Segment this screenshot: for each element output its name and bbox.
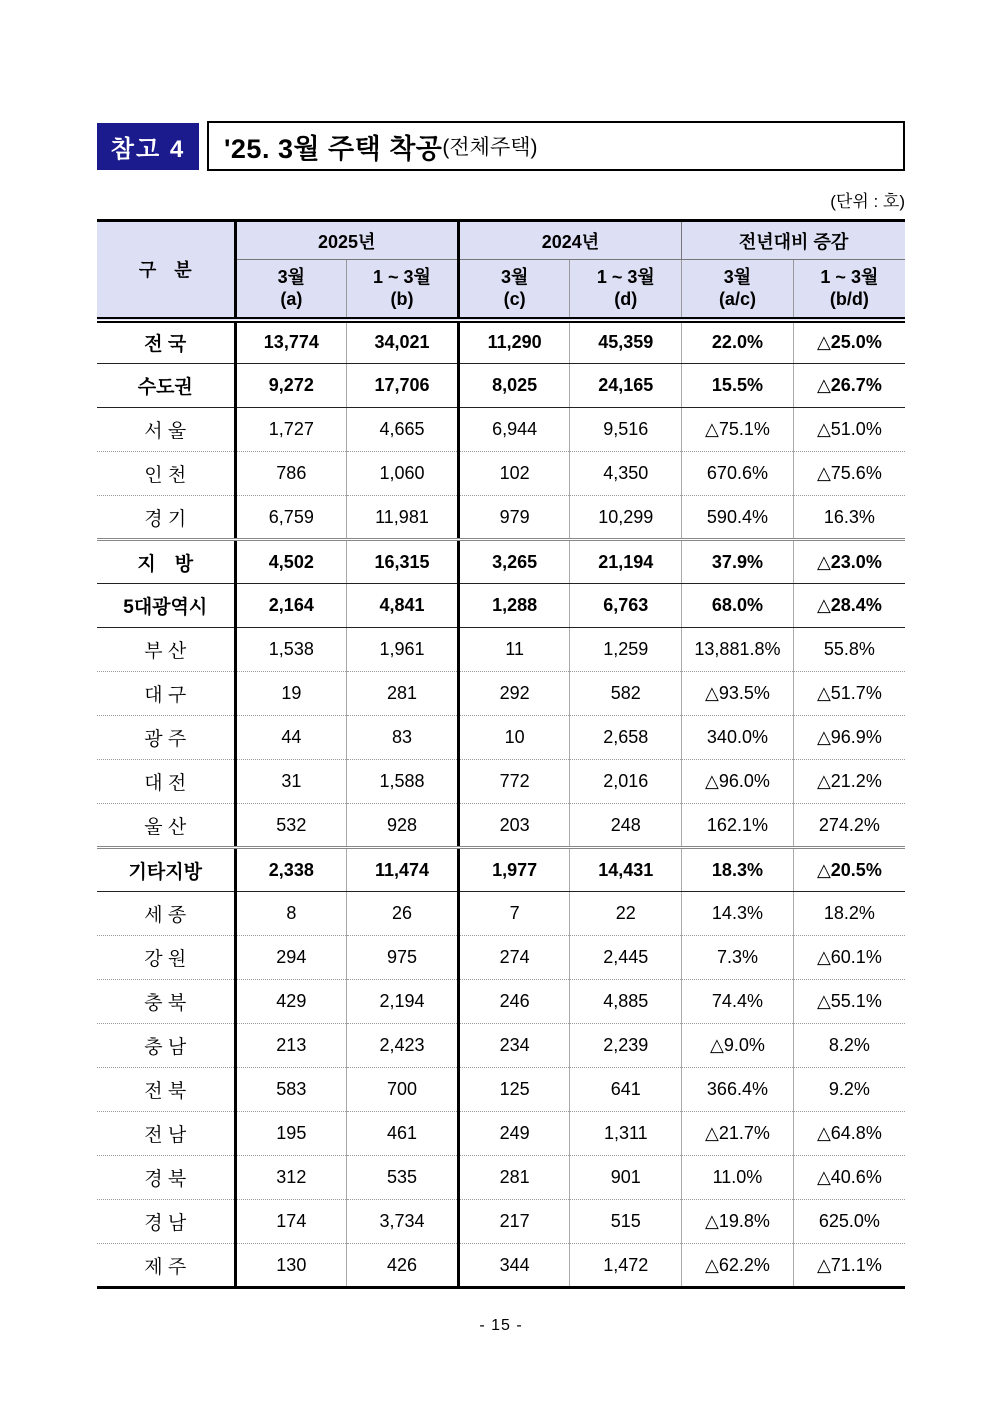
row-label: 경 북 <box>97 1156 235 1200</box>
cell-value: 83 <box>347 716 459 760</box>
cell-value: 6,759 <box>235 496 347 540</box>
cell-value: △25.0% <box>793 320 905 364</box>
cell-value: 975 <box>347 936 459 980</box>
cell-value: 34,021 <box>347 320 459 364</box>
yoy-change-header: 전년대비 증감 <box>682 221 905 260</box>
subcol-header-c <box>458 260 570 320</box>
cell-value: 22.0% <box>682 320 794 364</box>
cell-value: 203 <box>458 804 570 848</box>
cell-value: 195 <box>235 1112 347 1156</box>
cell-value: 274.2% <box>793 804 905 848</box>
cell-value: 45,359 <box>570 320 682 364</box>
cell-value: 6,763 <box>570 584 682 628</box>
cell-value: △28.4% <box>793 584 905 628</box>
cell-value: 22 <box>570 892 682 936</box>
table-body <box>97 320 905 1288</box>
subcol-month: 1 ~ 3월 <box>820 267 879 288</box>
cell-value: 10 <box>458 716 570 760</box>
row-label: 제 주 <box>144 1256 187 1278</box>
row-label: 세 종 <box>97 892 235 936</box>
cell-value: 641 <box>570 1068 682 1112</box>
row-label: 전 남 <box>97 1112 235 1156</box>
cell-value: 979 <box>458 496 570 540</box>
cell-value: 2,658 <box>570 716 682 760</box>
cell-value: 4,885 <box>570 980 682 1024</box>
cell-value: 162.1% <box>682 804 794 848</box>
cell-value: 8.2% <box>793 1024 905 1068</box>
subcol-month: 3월 <box>277 267 306 288</box>
cell-value: 312 <box>235 1156 347 1200</box>
cell-value: 2,338 <box>235 848 347 892</box>
cell-value: 7.3% <box>682 936 794 980</box>
cell-value: 1,472 <box>570 1244 682 1288</box>
cell-value: 2,194 <box>347 980 459 1024</box>
subcol-key: (b/d) <box>829 289 869 310</box>
cell-value: 8,025 <box>458 364 570 408</box>
cell-value: △21.2% <box>793 760 905 804</box>
subcol-header-a <box>235 260 347 320</box>
cell-value: △19.8% <box>682 1200 794 1244</box>
cell-value: △21.7% <box>682 1112 794 1156</box>
cell-value: 2,016 <box>570 760 682 804</box>
cell-value: 1,259 <box>570 628 682 672</box>
cell-value: 1,060 <box>347 452 459 496</box>
row-label: 광 주 <box>97 716 235 760</box>
cell-value: 1,977 <box>458 848 570 892</box>
table-row <box>97 892 905 936</box>
cell-value: 74.4% <box>682 980 794 1024</box>
cell-value: △96.0% <box>682 760 794 804</box>
cell-value: 590.4% <box>682 496 794 540</box>
cell-value: 786 <box>235 452 347 496</box>
cell-value: 281 <box>458 1156 570 1200</box>
cell-value: 4,665 <box>347 408 459 452</box>
reference-badge: 참고 4 <box>97 123 199 170</box>
cell-value: △96.9% <box>793 716 905 760</box>
cell-value: 928 <box>347 804 459 848</box>
subcol-key: (c) <box>503 289 526 310</box>
subcol-key: (d) <box>614 289 638 310</box>
year-2025-header: 2025년 <box>235 221 458 260</box>
subcol-header-d <box>570 260 682 320</box>
cell-value: 9,272 <box>235 364 347 408</box>
cell-value: 3,734 <box>347 1200 459 1244</box>
cell-value: 4,841 <box>347 584 459 628</box>
cell-value: △20.5% <box>793 848 905 892</box>
cell-value: 2,423 <box>347 1024 459 1068</box>
cell-value: 217 <box>458 1200 570 1244</box>
cell-value: 55.8% <box>793 628 905 672</box>
unit-label: (단위 : 호) <box>830 192 905 211</box>
cell-value: 249 <box>458 1112 570 1156</box>
cell-value: 125 <box>458 1068 570 1112</box>
table-row <box>97 1068 905 1112</box>
cell-value: 6,944 <box>458 408 570 452</box>
cell-value: 292 <box>458 672 570 716</box>
subcol-key: (a) <box>280 289 303 310</box>
cell-value: 11 <box>458 628 570 672</box>
cell-value: 772 <box>458 760 570 804</box>
cell-value: 901 <box>570 1156 682 1200</box>
subcol-header-bd <box>793 260 905 320</box>
row-label: 충 남 <box>97 1024 235 1068</box>
housing-starts-table <box>97 219 905 1289</box>
cell-value: △23.0% <box>793 540 905 584</box>
table-row <box>97 672 905 716</box>
cell-value: 4,502 <box>235 540 347 584</box>
table-row <box>97 452 905 496</box>
cell-value: 17,706 <box>347 364 459 408</box>
row-label: 울 산 <box>97 804 235 848</box>
cell-value: 21,194 <box>570 540 682 584</box>
table-row <box>97 716 905 760</box>
row-label: 수도권 <box>97 364 235 408</box>
cell-value: 583 <box>235 1068 347 1112</box>
cell-value: △75.1% <box>682 408 794 452</box>
row-label: 충 북 <box>97 980 235 1024</box>
table-row <box>97 584 905 628</box>
cell-value: 16,315 <box>347 540 459 584</box>
cell-value: △75.6% <box>793 452 905 496</box>
subcol-month: 3월 <box>500 267 529 288</box>
cell-value: 174 <box>235 1200 347 1244</box>
cell-value: 68.0% <box>682 584 794 628</box>
cell-value: 26 <box>347 892 459 936</box>
table-row <box>97 628 905 672</box>
cell-value: 248 <box>570 804 682 848</box>
cell-value: 700 <box>347 1068 459 1112</box>
cell-value: 13,881.8% <box>682 628 794 672</box>
cell-value: 515 <box>570 1200 682 1244</box>
cell-value: 130 <box>235 1244 347 1288</box>
cell-value: 7 <box>458 892 570 936</box>
table-row <box>97 540 905 584</box>
subcol-month: 1 ~ 3월 <box>373 267 431 288</box>
cell-value: 3,265 <box>458 540 570 584</box>
cell-value: △51.0% <box>793 408 905 452</box>
cell-value: 625.0% <box>793 1200 905 1244</box>
cell-value: 11,981 <box>347 496 459 540</box>
cell-value: △62.2% <box>682 1244 794 1288</box>
table-row <box>97 848 905 892</box>
cell-value: 10,299 <box>570 496 682 540</box>
cell-value: △64.8% <box>793 1112 905 1156</box>
row-label: 강 원 <box>97 936 235 980</box>
cell-value: 1,288 <box>458 584 570 628</box>
group-column-header: 구 분 <box>97 221 235 320</box>
cell-value: △71.1% <box>793 1244 905 1288</box>
row-label: 부 산 <box>97 628 235 672</box>
cell-value: 535 <box>347 1156 459 1200</box>
table-row <box>97 1156 905 1200</box>
row-label: 대 구 <box>97 672 235 716</box>
subcol-month: 3월 <box>723 267 752 288</box>
cell-value: 1,588 <box>347 760 459 804</box>
cell-value: 14,431 <box>570 848 682 892</box>
cell-value: 1,311 <box>570 1112 682 1156</box>
cell-value: △93.5% <box>682 672 794 716</box>
cell-value: 294 <box>235 936 347 980</box>
title-box <box>207 121 905 171</box>
row-label: 기타지방 <box>97 848 235 892</box>
cell-value: 18.2% <box>793 892 905 936</box>
row-label: 전 북 <box>97 1068 235 1112</box>
table-header <box>97 221 905 320</box>
cell-value: △26.7% <box>793 364 905 408</box>
cell-value: 2,239 <box>570 1024 682 1068</box>
page-title: '25. 3월 주택 착공 <box>224 133 443 164</box>
subcol-header-ac <box>682 260 794 320</box>
cell-value: 31 <box>235 760 347 804</box>
cell-value: 246 <box>458 980 570 1024</box>
cell-value: 670.6% <box>682 452 794 496</box>
cell-value: △40.6% <box>793 1156 905 1200</box>
row-label: 서 울 <box>97 408 235 452</box>
table-row <box>97 980 905 1024</box>
page-header <box>97 0 905 171</box>
table-row <box>97 1024 905 1068</box>
subcol-month: 1 ~ 3월 <box>596 267 655 288</box>
cell-value: 24,165 <box>570 364 682 408</box>
cell-value: △55.1% <box>793 980 905 1024</box>
cell-value: 9,516 <box>570 408 682 452</box>
cell-value: 366.4% <box>682 1068 794 1112</box>
cell-value: 18.3% <box>682 848 794 892</box>
cell-value: 11,474 <box>347 848 459 892</box>
cell-value: 234 <box>458 1024 570 1068</box>
subcol-key: (b) <box>390 289 414 310</box>
table-row <box>97 364 905 408</box>
row-label: 전 국 <box>97 320 235 364</box>
row-label: 5대광역시 <box>97 584 235 628</box>
row-label: 인 천 <box>97 452 235 496</box>
year-header-row <box>97 221 905 260</box>
row-label: 대 전 <box>97 760 235 804</box>
cell-value: 2,445 <box>570 936 682 980</box>
cell-value: 1,727 <box>235 408 347 452</box>
cell-value: 44 <box>235 716 347 760</box>
cell-value: 344 <box>458 1244 570 1288</box>
row-label: 경 기 <box>97 496 235 540</box>
cell-value: 14.3% <box>682 892 794 936</box>
cell-value: 429 <box>235 980 347 1024</box>
cell-value: △51.7% <box>793 672 905 716</box>
cell-value: 582 <box>570 672 682 716</box>
cell-value: 4,350 <box>570 452 682 496</box>
cell-value: 532 <box>235 804 347 848</box>
table-row <box>97 320 905 364</box>
cell-value: 2,164 <box>235 584 347 628</box>
cell-value: 19 <box>235 672 347 716</box>
cell-value: △60.1% <box>793 936 905 980</box>
table-row <box>97 760 905 804</box>
year-2024-header: 2024년 <box>458 221 681 260</box>
cell-value: 15.5% <box>682 364 794 408</box>
subcol-key: (a/c) <box>718 289 756 310</box>
cell-value: 102 <box>458 452 570 496</box>
subcol-header-b <box>347 260 459 320</box>
cell-value: 281 <box>347 672 459 716</box>
cell-value: 8 <box>235 892 347 936</box>
cell-value: 426 <box>347 1244 459 1288</box>
cell-value: 1,961 <box>347 628 459 672</box>
row-label: 경 남 <box>97 1200 235 1244</box>
cell-value: △9.0% <box>682 1024 794 1068</box>
row-label: 지 방 <box>97 540 235 584</box>
table-row <box>97 1200 905 1244</box>
cell-value: 11.0% <box>682 1156 794 1200</box>
cell-value: 16.3% <box>793 496 905 540</box>
cell-value: 274 <box>458 936 570 980</box>
cell-value: 37.9% <box>682 540 794 584</box>
cell-value: 461 <box>347 1112 459 1156</box>
cell-value: 340.0% <box>682 716 794 760</box>
page-title-suffix: (전체주택) <box>442 136 538 159</box>
cell-value: 1,538 <box>235 628 347 672</box>
page-number: - 15 - <box>479 1317 523 1334</box>
cell-value: 13,774 <box>235 320 347 364</box>
table-row <box>97 936 905 980</box>
cell-value: 11,290 <box>458 320 570 364</box>
cell-value: 9.2% <box>793 1068 905 1112</box>
cell-value: 213 <box>235 1024 347 1068</box>
table-row <box>97 804 905 848</box>
table-row <box>97 1244 905 1288</box>
table-row <box>97 496 905 540</box>
table-row <box>97 1112 905 1156</box>
table-row <box>97 408 905 452</box>
